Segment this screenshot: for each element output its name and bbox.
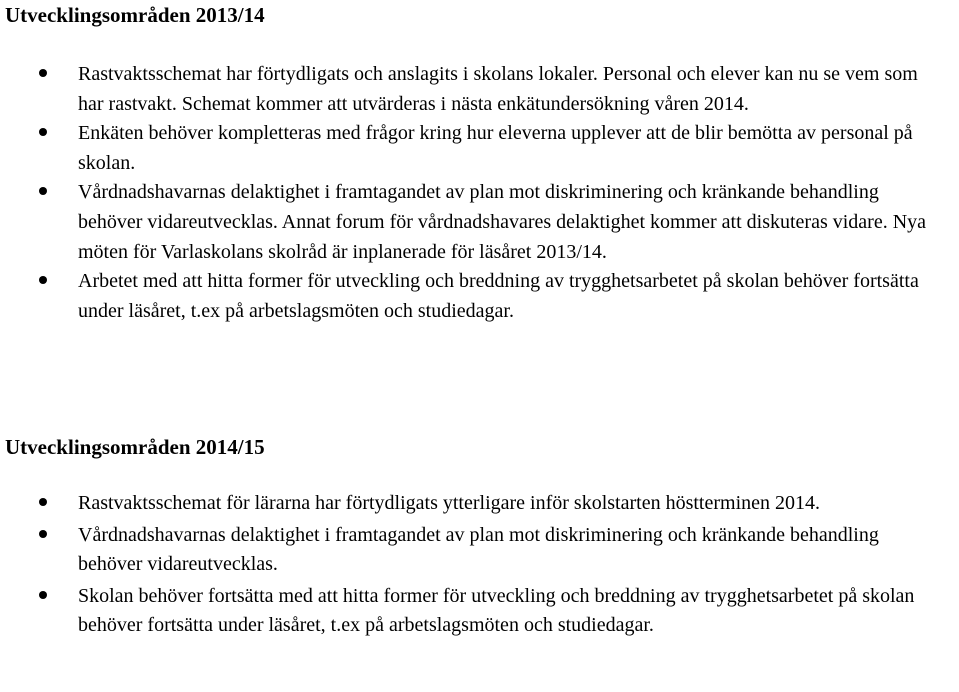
list-item [0, 521, 959, 579]
list-item [0, 60, 959, 119]
bullet-list-2014-15 [0, 489, 959, 643]
bullet-icon [39, 69, 47, 77]
bullet-icon [39, 530, 47, 538]
bullet-icon [39, 591, 47, 599]
list-item [0, 119, 959, 178]
list-item [0, 178, 959, 267]
list-item [0, 582, 959, 640]
list-item-text: Vårdnadshavarnas delaktighet i framtagandet av plan mot diskriminering och kränkande behandling behöver vidareutvecklas. [78, 524, 879, 575]
bullet-icon [39, 187, 47, 195]
bullet-icon [39, 276, 47, 284]
bullet-icon [39, 128, 47, 136]
section-heading-2014-15: Utvecklingsområden 2014/15 [5, 435, 265, 459]
list-item [0, 489, 959, 518]
bullet-icon [39, 498, 47, 506]
list-item [0, 267, 959, 326]
section-heading-2013-14: Utvecklingsområden 2013/14 [5, 3, 265, 27]
list-item-text: Rastvaktsschemat för lärarna har förtydligats ytterligare inför skolstarten höstterminen 2014. [78, 492, 821, 514]
list-item-text: Vårdnadshavarnas delaktighet i framtagandet av plan mot diskriminering och kränkande behandling behöver vidareutvecklas. Annat forum för vårdnadshavares delaktighet kommer att diskuteras vidare. Nya möten för Varlaskolans skolråd är inplanerade för läsåret 2013/14. [78, 181, 927, 263]
list-item-text: Enkäten behöver kompletteras med frågor kring hur eleverna upplever att de blir bemötta av personal på skolan. [78, 122, 913, 174]
bullet-list-2013-14 [0, 60, 959, 326]
list-item-text: Arbetet med att hitta former för utveckling och breddning av trygghetsarbetet på skolan behöver fortsätta under läsåret, t.ex på arbetslagsmöten och studiedagar. [78, 270, 919, 322]
list-item-text: Rastvaktsschemat har förtydligats och anslagits i skolans lokaler. Personal och elever kan nu se vem som har rastvakt. Schemat kommer att utvärderas i nästa enkätundersökning våren 2014. [78, 63, 918, 115]
list-item-text: Skolan behöver fortsätta med att hitta former för utveckling och breddning av trygghetsarbetet på skolan behöver fortsätta under läsåret, t.ex på arbetslagsmöten och studiedagar. [78, 585, 915, 636]
